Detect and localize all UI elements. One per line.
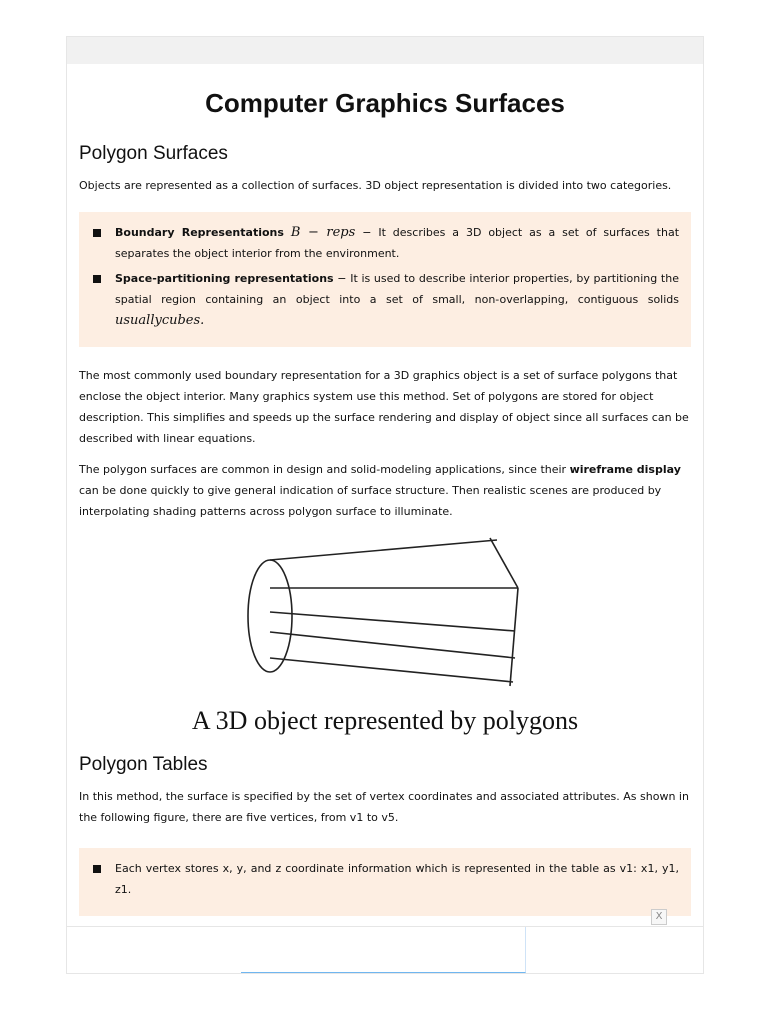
- close-ad-button[interactable]: X: [651, 909, 667, 925]
- section-intro: Objects are represented as a collection of surfaces. 3D object representation is divided into two categories.: [79, 179, 672, 192]
- paragraph: The most commonly used boundary representation for a 3D graphics object is a set of surface polygons that enclose the object interior. Many graphics system use this method. Set of polygons are stored for object description. This simplifies and speeds up the surface rendering and display of object since all surfaces can be described with linear equations.: [79, 369, 689, 445]
- figure-caption: A 3D object represented by polygons: [191, 706, 579, 735]
- bold-term: wireframe display: [569, 463, 681, 476]
- figure-polygon-object: [79, 536, 691, 736]
- ad-slot[interactable]: [241, 927, 526, 973]
- highlight-box: [79, 212, 691, 347]
- bullet-square-icon: [93, 275, 101, 283]
- list-item: [93, 222, 679, 264]
- section-heading-polygon-tables: Polygon Tables: [79, 754, 208, 775]
- top-bar: [66, 36, 704, 65]
- bullet-text: − It is used to describe interior properties, by partitioning the spatial region containing an object into a set of small, non-overlapping, contiguous solids: [115, 272, 679, 306]
- paragraph-text: can be done quickly to give general indication of surface structure. Then realistic scenes are produced by interpolating shading patterns across polygon surface to illuminate.: [79, 484, 662, 518]
- section-intro: In this method, the surface is specified by the set of vertex coordinates and associated attributes. As shown in the following figure, there are five vertices, from v1 to v5.: [79, 790, 689, 824]
- bullet-list: [93, 222, 679, 331]
- section-heading-polygon-surfaces: Polygon Surfaces: [79, 143, 228, 164]
- bullet-square-icon: [93, 865, 101, 873]
- page-title: Computer Graphics Surfaces: [205, 88, 565, 118]
- polygon-object-drawing: [235, 536, 535, 706]
- bullet-list: [93, 858, 679, 900]
- bullet-square-icon: [93, 229, 101, 237]
- bullet-term: Space-partitioning representations: [115, 272, 334, 285]
- bullet-text: Each vertex stores x, y, and z coordinate information which is represented in the table as v1: x1, y1, z1.: [115, 862, 679, 896]
- paragraph: [79, 459, 691, 522]
- bullet-text: − It describes a 3D object as a set of surfaces that separates the object interior from the environment.: [115, 226, 680, 260]
- ad-banner[interactable]: [66, 926, 704, 974]
- document-page: [66, 64, 704, 926]
- list-item: [93, 858, 679, 900]
- bullet-term: Boundary Representations: [115, 226, 284, 239]
- paragraph-text: The polygon surfaces are common in design and solid-modeling applications, since their: [79, 463, 570, 476]
- list-item: [93, 268, 679, 331]
- math-expression: B − reps: [290, 225, 356, 240]
- highlight-box: [79, 848, 691, 916]
- math-expression: usuallycubes.: [115, 313, 205, 328]
